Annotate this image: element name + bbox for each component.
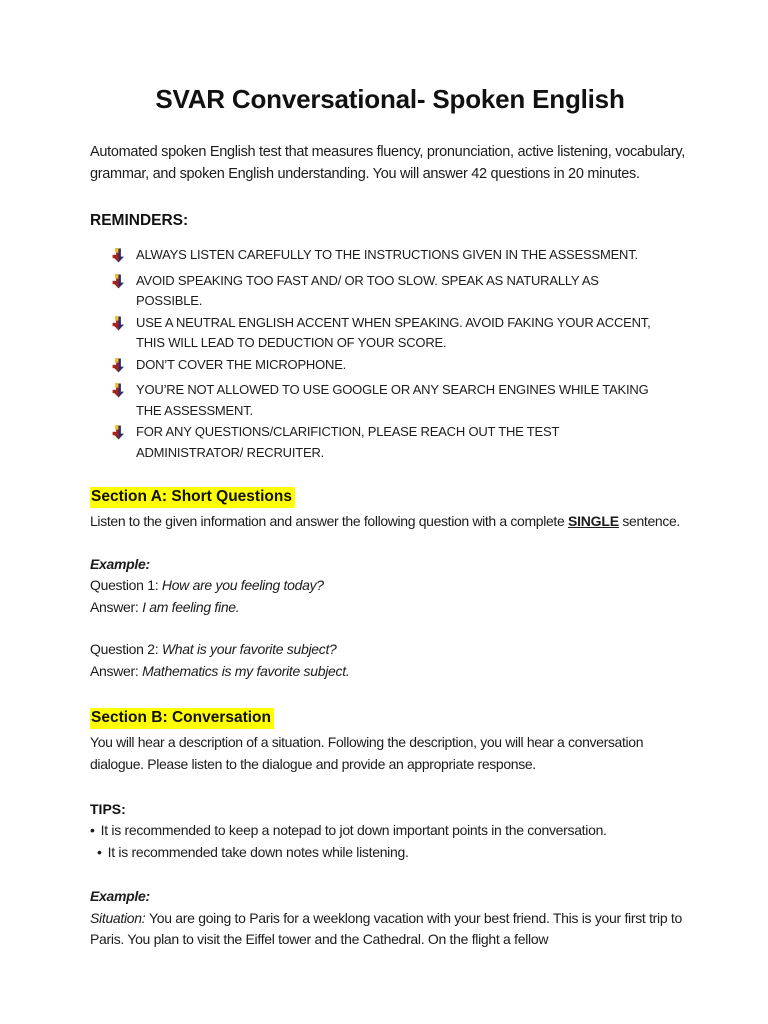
list-item [112,422,664,463]
answer-2-line [90,661,690,683]
example-a-label: Example: [90,555,150,572]
list-item-text: USE A NEUTRAL ENGLISH ACCENT WHEN SPEAKING. AVOID FAKING YOUR ACCENT, THIS WILL LEAD TO DEDUCTION OF YOUR SCORE. [136,314,651,350]
question-2-line [90,639,690,661]
question-2-text: What is your favorite subject? [161,641,337,657]
down-arrow-bullet-icon [112,358,125,380]
tips-heading: TIPS: [90,801,126,817]
page-title: SVAR Conversational- Spoken English [155,84,625,114]
answer-1-line [90,597,690,619]
section-a-body [90,511,690,533]
tips [90,801,690,863]
list-item [112,313,664,354]
down-arrow-bullet-icon [112,274,125,296]
situation-line [90,908,690,951]
list-item-text: AVOID SPEAKING TOO FAST AND/ OR TOO SLOW. SPEAK AS NATURALLY AS POSSIBLE. [136,272,599,308]
reminders-heading: REMINDERS: [90,212,189,229]
list-item [90,842,690,864]
situation-label: Situation: [90,909,149,926]
question-2-label: Question 2: [90,641,162,657]
question-1-text: How are you feeling today? [161,577,324,593]
section-a-emphasis: SINGLE [567,513,619,529]
section-a-heading: Section A: Short Questions [90,487,295,508]
example-b [90,886,690,951]
question-1-label: Question 1: [90,577,162,593]
bullet-dot-icon: • [90,822,95,838]
list-item [112,355,664,380]
list-item [90,820,690,842]
intro-paragraph: Automated spoken English test that measures fluency, pronunciation, active listening, vocabulary, grammar, and spoken English understanding. You will answer 42 questions in 20 minutes. [90,144,686,182]
answer-1-text: I am feeling fine. [142,598,240,615]
bullet-dot-icon: • [97,843,102,860]
section-a-body-before: Listen to the given information and answer the following question with a complete [90,513,568,529]
down-arrow-bullet-icon [112,383,125,405]
section-b [90,708,690,775]
list-item [112,271,664,312]
list-item-text: FOR ANY QUESTIONS/CLARIFICTION, PLEASE REACH OUT THE TEST ADMINISTRATOR/ RECRUITER. [136,424,559,460]
list-item [112,245,664,270]
list-item-text: YOU’RE NOT ALLOWED TO USE GOOGLE OR ANY SEARCH ENGINES WHILE TAKING THE ASSESSMENT. [136,382,649,418]
section-a [90,487,690,533]
list-item [112,380,664,421]
section-a-body-after: sentence. [618,513,680,529]
situation-text: You are going to Paris for a weeklong vacation with your best friend. This is your first trip to Paris. You plan to visit the Eiffel tower and the Cathedral. On the flight a fellow [90,909,683,947]
answer-1-label: Answer: [90,598,143,615]
tip-text: It is recommended to keep a notepad to jot down important points in the conversation. [100,822,607,838]
list-item-text: ALWAYS LISTEN CAREFULLY TO THE INSTRUCTIONS GIVEN IN THE ASSESSMENT. [136,247,638,262]
example-b-label: Example: [90,888,150,904]
down-arrow-bullet-icon [112,248,125,270]
answer-2-label: Answer: [90,662,143,679]
down-arrow-bullet-icon [112,425,125,447]
list-item-text: DON’T COVER THE MICROPHONE. [136,356,347,372]
section-b-heading: Section B: Conversation [90,708,274,729]
reminders-list [112,245,690,463]
down-arrow-bullet-icon [112,316,125,338]
tip-text: It is recommended take down notes while listening. [107,843,409,860]
section-b-body: You will hear a description of a situation. Following the description, you will hear a conversation dialogue. Please listen to the dialogue and provide an appropriate response. [90,734,644,772]
example-a [90,554,690,683]
spacer [90,618,690,639]
answer-2-text: Mathematics is my favorite subject. [142,662,350,679]
question-1-line [90,575,690,597]
